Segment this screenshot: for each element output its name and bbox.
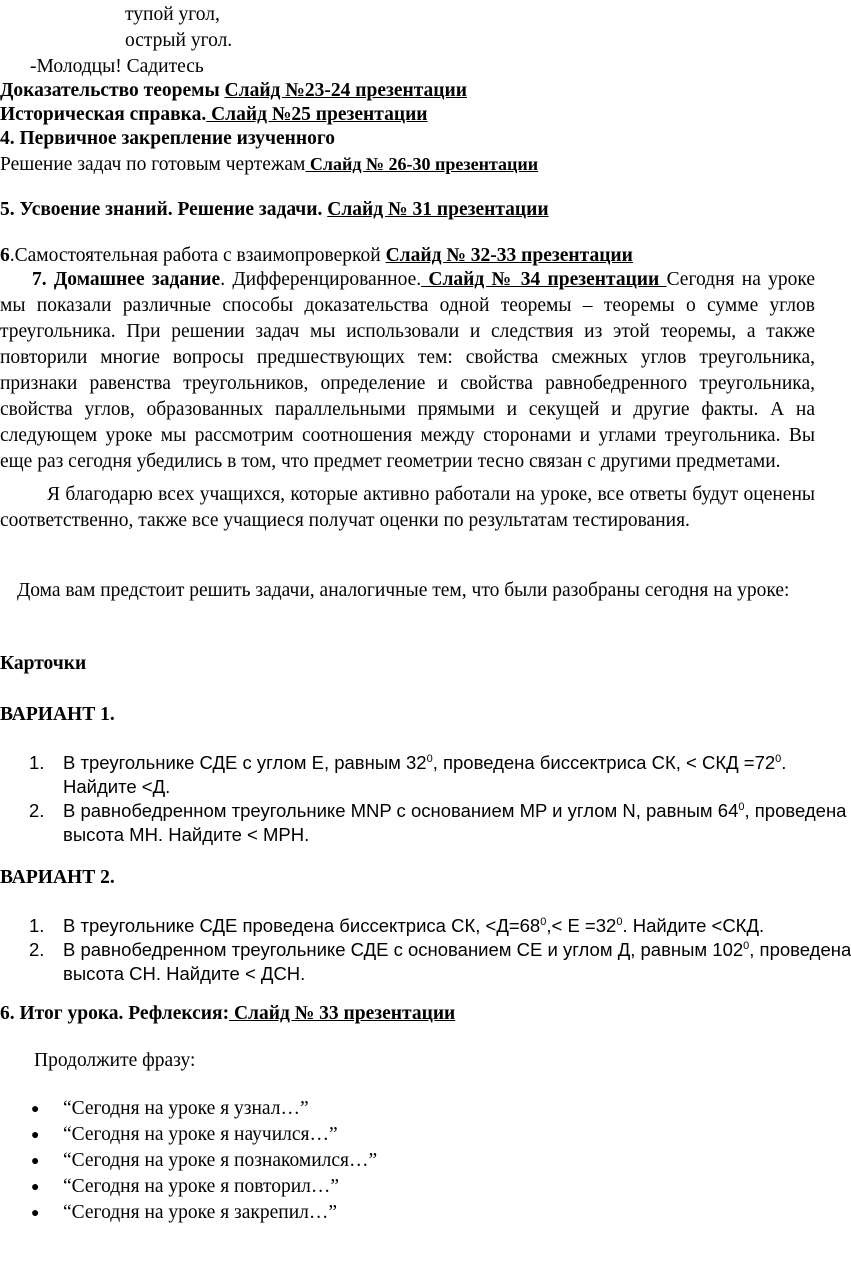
v1t1-part-b: , проведена биссектриса СК, < СКД =72: [432, 752, 776, 773]
summary-prompt: Продолжите фразу:: [34, 1050, 196, 1071]
variant-2-task-2-line-2: высота СН. Найдите < ДСН.: [63, 963, 306, 984]
section-6-slide-link: Слайд № 32-33 презентации: [385, 245, 633, 266]
proof-heading: [0, 79, 467, 103]
v1t1-part-c: .: [781, 752, 787, 773]
variant-2-task-1: [63, 914, 764, 938]
variant-1-task-2: [63, 799, 846, 823]
bullet-icon: ●: [31, 1206, 40, 1221]
intro-line-acute: острый угол.: [125, 30, 233, 51]
v2t1-part-a: В треугольнике СДЕ проведена биссектриса СК, <Д=68: [63, 915, 541, 936]
homework-type: . Дифференцированное.: [220, 269, 422, 290]
reflection-item: “Сегодня на уроке я повторил…”: [63, 1176, 340, 1197]
section-4-heading: 4. Первичное закрепление изученного: [0, 128, 336, 149]
v1t1-part-a: В треугольнике СДЕ с углом Е, равным 32: [63, 752, 427, 773]
intro-line-praise: -Молодцы! Садитесь: [30, 56, 204, 77]
variant-2-task-2: [63, 938, 851, 962]
drawings-line: [0, 152, 538, 177]
section-5-slide-link: Слайд № 31 презентации: [327, 199, 549, 220]
homework-paragraph: [0, 267, 815, 475]
bullet-icon: ●: [31, 1180, 40, 1195]
bullet-icon: ●: [31, 1102, 40, 1117]
v2t2-part-b: , проведена: [749, 939, 851, 960]
v1t1-degree-2: 0: [775, 753, 782, 765]
v1t2-part-a: В равнобедренном треугольнике MNP с основанием MP и углом N, равным 64: [63, 800, 739, 821]
section-6-num: 6: [0, 245, 10, 266]
proof-slide-link: Слайд №23-24 презентации: [224, 80, 467, 101]
section-5-heading: [0, 198, 549, 222]
summary-slide-link: Слайд № 33 презентации: [229, 1003, 456, 1024]
summary-heading: [0, 1002, 455, 1026]
cards-heading: Карточки: [0, 653, 87, 674]
drawings-text: Решение задач по готовым чертежам: [0, 154, 306, 175]
home-paragraph: Дома вам предстоит решить задачи, аналогичные тем, что были разобраны сегодня на уроке:: [17, 580, 790, 601]
bullet-icon: ●: [31, 1154, 40, 1169]
homework-slide-link: Слайд № 34 презентации: [421, 269, 667, 290]
variant-1-task-2-line-2: высота MH. Найдите < MPH.: [63, 824, 310, 845]
reflection-item: “Сегодня на уроке я научился…”: [63, 1124, 338, 1145]
reflection-item: “Сегодня на уроке я познакомился…”: [63, 1150, 378, 1171]
reflection-item: “Сегодня на уроке я узнал…”: [63, 1098, 309, 1119]
homework-summary-text: Сегодня на уроке мы показали различные способы доказательства одной теоремы – теоремы о сумме углов треугольника. При решении задач мы использовали и следствия из этой теоремы, а также повторили многие вопросы предшествующих тем: свойства смежных углов треугольника, признаки равенства треугольников, определение и свойства равнобедренного треугольника, свойства углов, образованных параллельными прямыми и секущей и другие факты. А на следующем уроке мы рассмотрим соотношения между сторонами и углами треугольника. Вы еще раз сегодня убедились в том, что предмет геометрии тесно связан с другими предметами.: [0, 269, 816, 472]
v1t2-part-b: , проведена: [744, 800, 847, 821]
variant-1-task-1-number: 1.: [29, 752, 45, 773]
variant-2-task-2-number: 2.: [29, 939, 45, 960]
v2t1-part-b: ,< Е =32: [546, 915, 617, 936]
history-heading: [0, 103, 428, 127]
section-5-title: 5. Усвоение знаний. Решение задачи.: [0, 199, 323, 220]
drawings-slide-link: Слайд № 26-30 презентации: [305, 154, 539, 174]
intro-line-obtuse: тупой угол,: [125, 4, 220, 25]
section-6-line: [0, 244, 633, 268]
variant-1-title: ВАРИАНТ 1.: [0, 704, 115, 725]
v2t1-degree-1: 0: [540, 916, 547, 928]
proof-title: Доказательство теоремы: [0, 80, 220, 101]
v2t1-part-c: . Найдите <СКД.: [622, 915, 765, 936]
reflection-item: “Сегодня на уроке я закрепил…”: [63, 1202, 338, 1223]
variant-1-task-1: [63, 751, 786, 775]
history-slide-link: Слайд №25 презентации: [206, 104, 428, 125]
homework-title: 7. Домашнее задание: [32, 269, 221, 290]
v2t1-degree-2: 0: [616, 916, 623, 928]
variant-1-task-2-number: 2.: [29, 800, 45, 821]
variant-2-task-1-number: 1.: [29, 915, 45, 936]
summary-title: 6. Итог урока. Рефлексия:: [0, 1003, 230, 1024]
v1t2-degree: 0: [738, 801, 745, 813]
variant-2-title: ВАРИАНТ 2.: [0, 867, 115, 888]
variant-1-task-1-line-2: Найдите <Д.: [63, 776, 171, 797]
v1t1-degree-1: 0: [426, 753, 433, 765]
thanks-paragraph: Я благодарю всех учащихся, которые активно работали на уроке, все ответы будут оценены соответственно, также все учащиеся получат оценки по результатам тестирования.: [0, 484, 815, 531]
v2t2-degree: 0: [743, 940, 750, 952]
bullet-icon: ●: [31, 1128, 40, 1143]
history-title: Историческая справка.: [0, 104, 207, 125]
section-6-text: .Самостоятельная работа с взаимопроверкой: [9, 245, 381, 266]
v2t2-part-a: В равнобедренном треугольнике СДЕ с основанием СЕ и углом Д, равным 102: [63, 939, 744, 960]
